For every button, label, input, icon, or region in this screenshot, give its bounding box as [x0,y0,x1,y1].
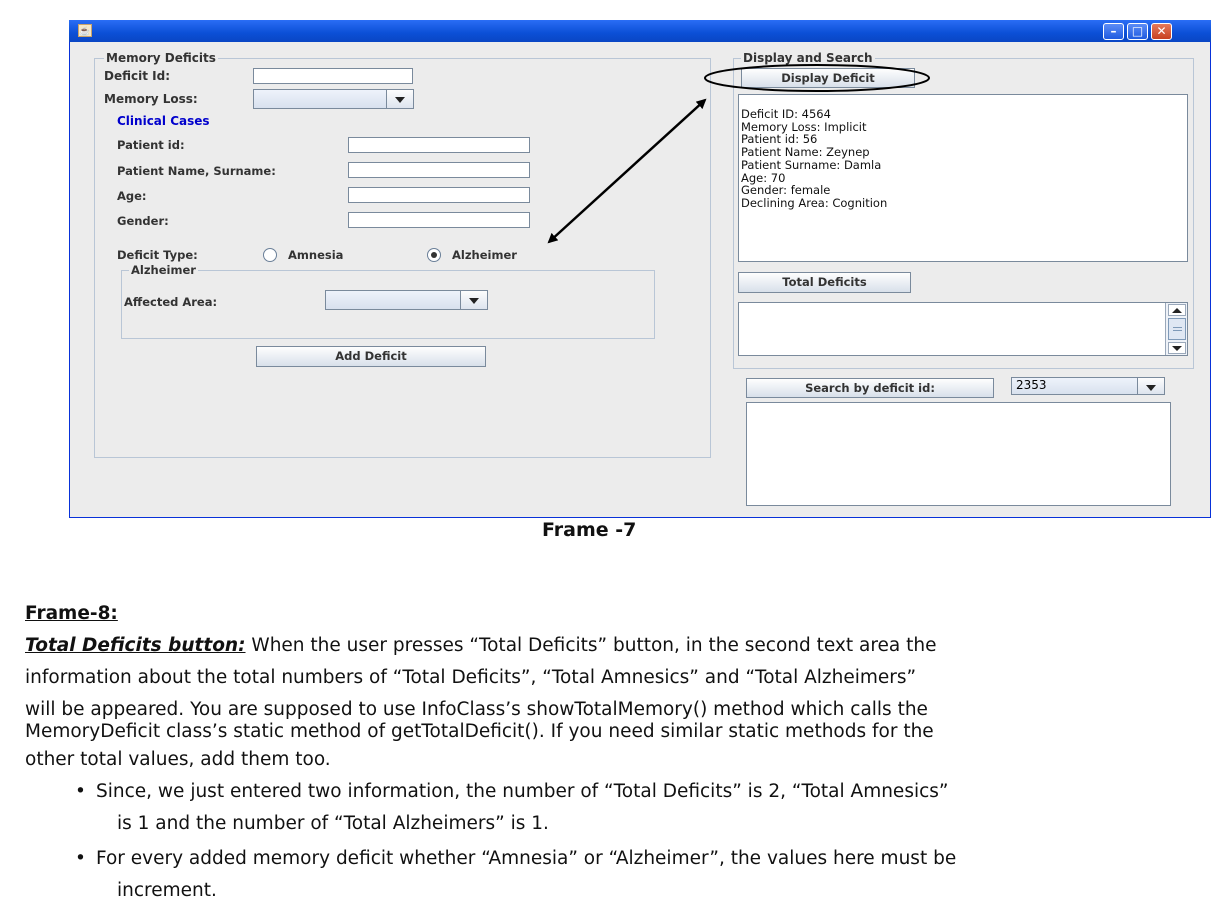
bullet-dot: • [75,781,86,802]
total-deficits-button[interactable]: Total Deficits [738,272,911,293]
paragraph-line-5: other total values, add them too. [25,749,331,770]
highlight-ellipse [705,65,929,91]
deficit-type-label: Deficit Type: [117,248,198,262]
deficit-id-label: Deficit Id: [104,69,170,83]
java-app-icon: ☕ [79,26,91,36]
bullet-2-line-1: For every added memory deficit whether “Amnesia” or “Alzheimer”, the values here must be [96,848,957,869]
minimize-icon: – [1110,24,1117,38]
section-heading: Frame-8: [25,603,118,624]
info-line: Patient Surname: Damla [741,157,882,172]
paragraph-line-1-text: When the user presses “Total Deficits” button, in the second text area the [245,635,937,656]
info-line: Patient id: 56 [741,132,818,147]
info-line: Gender: female [741,183,831,198]
search-id-value: 2353 [1016,378,1047,392]
display-search-title: Display and Search [743,51,873,65]
alzheimer-radio-label[interactable]: Alzheimer [452,248,517,262]
close-icon: ✕ [1156,24,1167,38]
info-line: Memory Loss: Implicit [741,119,867,134]
memory-loss-label: Memory Loss: [104,92,198,106]
patient-id-label: Patient id: [117,138,185,152]
paragraph-line-4: MemoryDeficit class’s static method of getTotalDeficit(). If you need similar static methods for the [25,721,934,742]
display-deficit-button[interactable]: Display Deficit [741,68,915,88]
patient-name-label: Patient Name, Surname: [117,164,276,178]
search-by-id-button[interactable]: Search by deficit id: [746,378,994,398]
figure-caption: Frame -7 [542,519,637,541]
bullet-2-line-2: increment. [117,880,217,901]
memory-deficits-title: Memory Deficits [106,51,216,65]
paragraph-line-1 [25,630,937,662]
add-deficit-button[interactable]: Add Deficit [256,346,486,367]
total-deficits-subheading: Total Deficits button: [25,635,246,656]
paragraph-line-3: will be appeared. You are supposed to use InfoClass’s showTotalMemory() method which calls the [25,699,928,720]
clinical-cases-label: Clinical Cases [117,114,210,128]
bullet-1-line-2: is 1 and the number of “Total Alzheimers” is 1. [117,813,549,834]
bullet-dot: • [75,848,86,869]
gender-label: Gender: [117,214,169,228]
amnesia-radio-label[interactable]: Amnesia [288,248,344,262]
affected-area-label: Affected Area: [124,295,218,309]
info-line: Age: 70 [741,170,786,185]
age-label: Age: [117,189,147,203]
double-arrow [549,100,705,242]
info-line: Deficit ID: 4564 [741,107,831,121]
paragraph-line-2: information about the total numbers of “Total Deficits”, “Total Amnesics” and “Total Alzheimers” [25,667,917,688]
info-line: Declining Area: Cognition [741,195,888,210]
info-line: Patient Name: Zeynep [741,145,870,160]
maximize-icon: □ [1131,24,1144,38]
alzheimer-group-title: Alzheimer [131,263,196,277]
bullet-1-line-1: Since, we just entered two information, the number of “Total Deficits” is 2, “Total Amnesics” [96,781,949,802]
